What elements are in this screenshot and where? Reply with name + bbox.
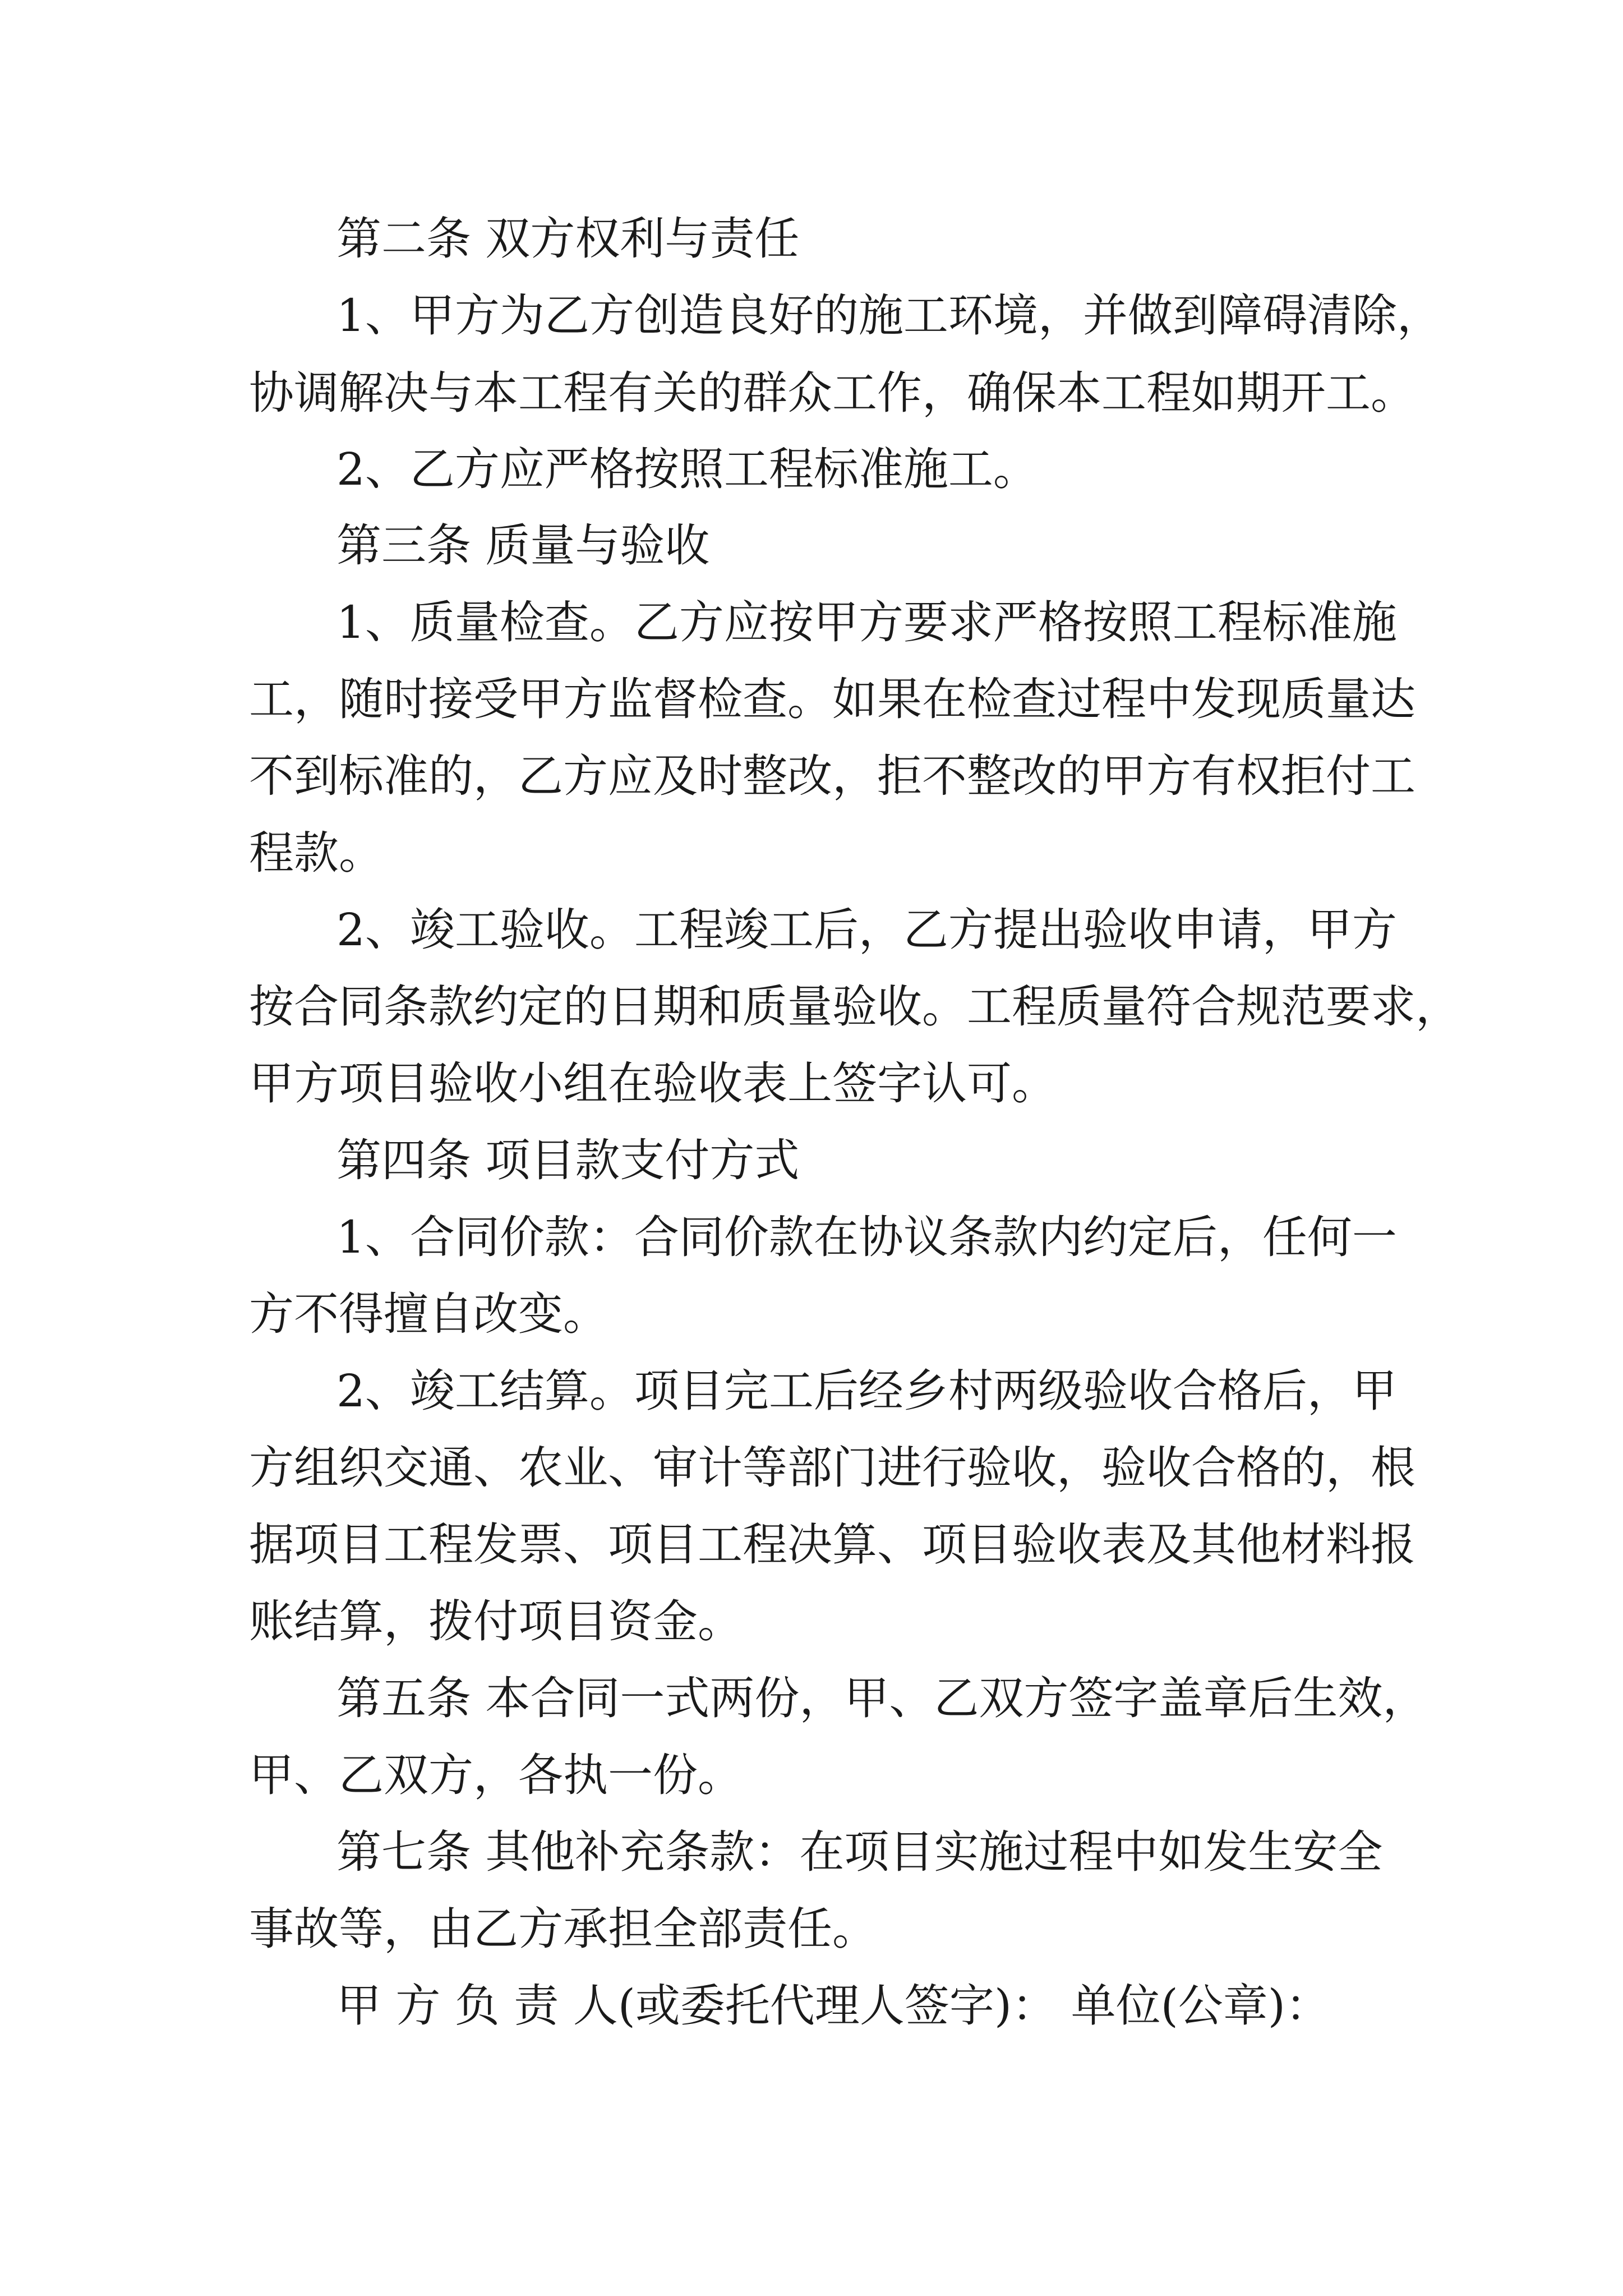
article-3-clause-2-line-2: 按合同条款约定的日期和质量验收。工程质量符合规范要求， [249, 981, 1460, 1033]
article-5-line-1: 第五条 本合同一式两份，甲、乙双方签字盖章后生效， [336, 1672, 1428, 1724]
article-7-line-1: 第七条 其他补充条款：在项目实施过程中如发生安全 [336, 1826, 1383, 1878]
article-2-clause-1-line-2: 协调解决与本工程有关的群众工作，确保本工程如期开工。 [249, 367, 1415, 419]
article-4-clause-1-line-1: 1、合同价款：合同价款在协议条款内约定后，任何一 [336, 1211, 1397, 1263]
article-4-clause-2-line-2: 方组织交通、农业、审计等部门进行验收，验收合格的，根 [249, 1442, 1415, 1494]
article-3-clause-1-line-4: 程款。 [249, 827, 384, 879]
article-5-line-2: 甲、乙双方，各执一份。 [249, 1749, 743, 1801]
article-4-clause-1-line-2: 方不得擅自改变。 [249, 1288, 608, 1340]
article-2-clause-2: 2、乙方应严格按照工程标准施工。 [336, 443, 1038, 495]
article-3-clause-1-line-1: 1、质量检查。乙方应按甲方要求严格按照工程标准施 [336, 596, 1397, 648]
article-4-clause-2-line-3: 据项目工程发票、项目工程决算、项目验收表及其他材料报 [249, 1519, 1415, 1571]
article-2-clause-1-line-1: 1、甲方为乙方创造良好的施工环境，并做到障碍清除， [336, 289, 1442, 342]
article-3-heading: 第三条 质量与验收 [336, 519, 710, 572]
article-2-heading: 第二条 双方权利与责任 [336, 213, 800, 265]
signature-line: 甲 方 负 责 人(或委托代理人签字)： 单位(公章)： [336, 1980, 1330, 2032]
article-3-clause-1-line-3: 不到标准的，乙方应及时整改，拒不整改的甲方有权拒付工 [249, 750, 1415, 802]
article-3-clause-2-line-3: 甲方项目验收小组在验收表上签字认可。 [249, 1057, 1057, 1110]
article-3-clause-2-line-1: 2、竣工验收。工程竣工后，乙方提出验收申请，甲方 [336, 904, 1397, 956]
article-4-clause-2-line-1: 2、竣工结算。项目完工后经乡村两级验收合格后，甲 [336, 1365, 1397, 1417]
article-4-clause-2-line-4: 账结算，拨付项目资金。 [249, 1595, 743, 1648]
article-4-heading: 第四条 项目款支付方式 [336, 1134, 800, 1186]
article-7-line-2: 事故等，由乙方承担全部责任。 [249, 1903, 877, 1955]
article-3-clause-1-line-2: 工，随时接受甲方监督检查。如果在检查过程中发现质量达 [249, 673, 1415, 725]
